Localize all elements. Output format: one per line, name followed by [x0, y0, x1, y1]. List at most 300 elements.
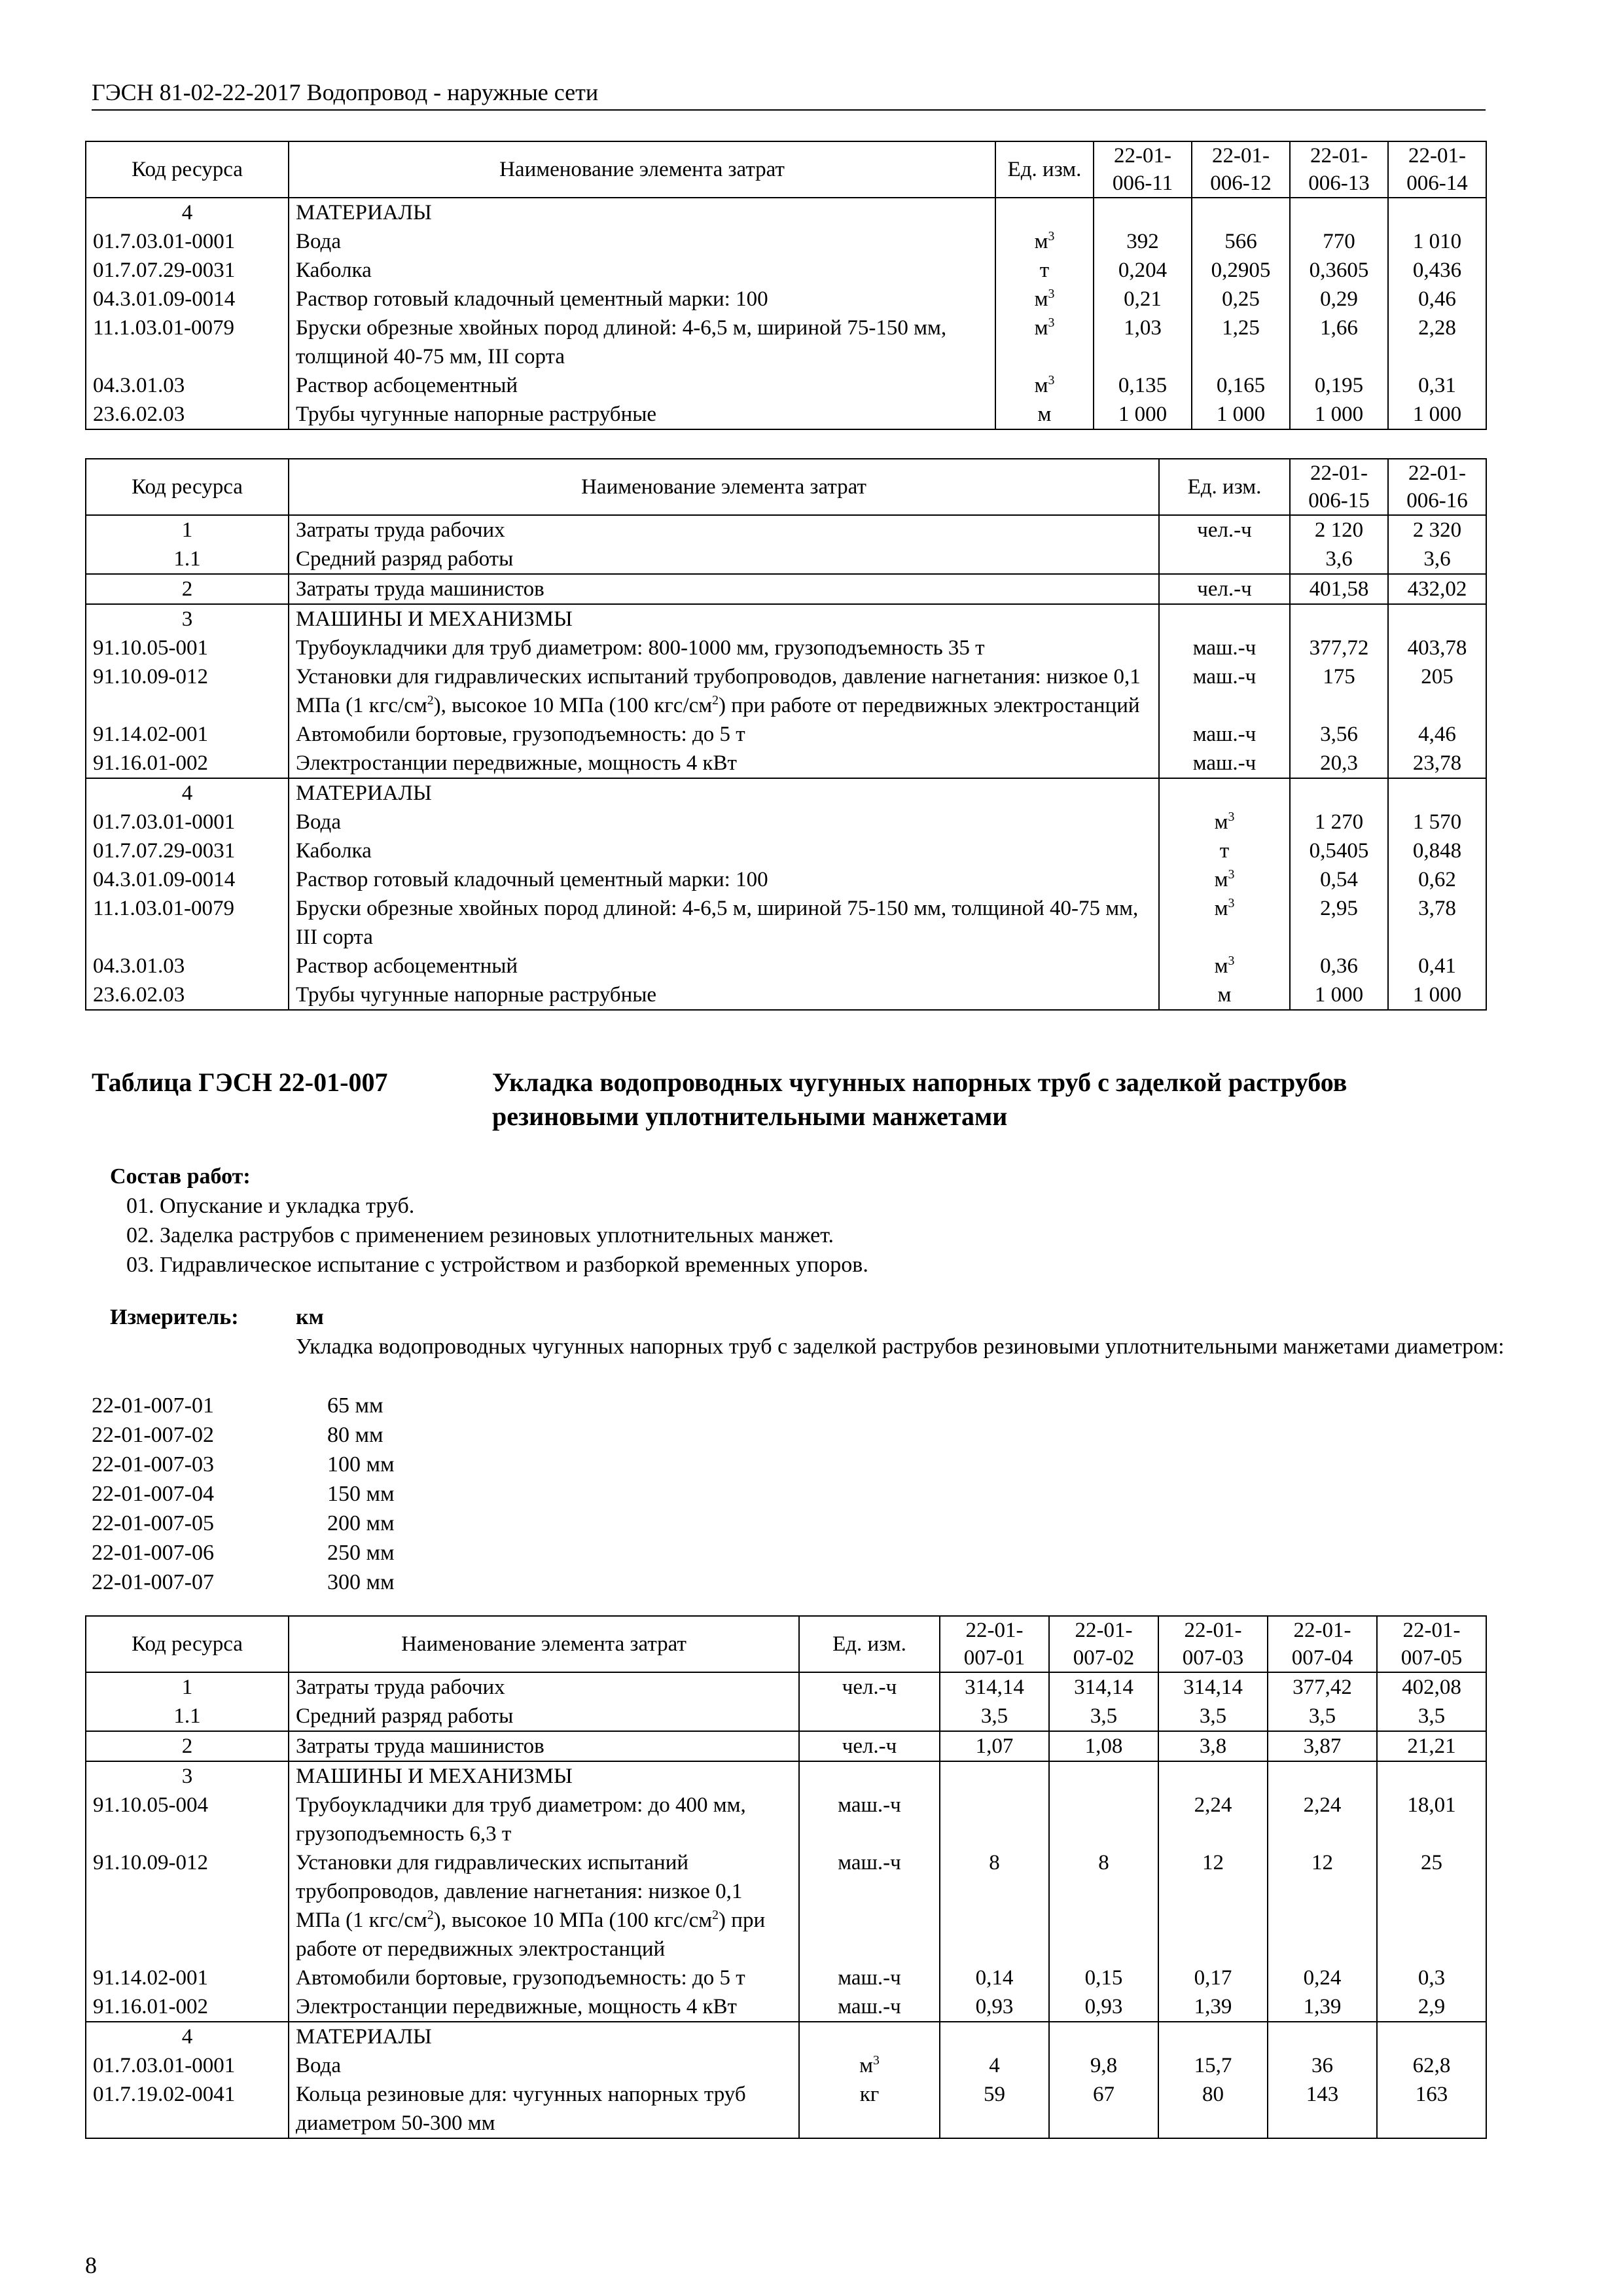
cost-element-name: Каболка [289, 256, 995, 285]
measure-label: Измеритель: [110, 1305, 239, 1329]
unit [799, 2022, 940, 2051]
unit: маш.-ч [799, 1848, 940, 1964]
cost-element-name: Трубы чугунные напорные раструбные [289, 980, 1159, 1010]
unit [799, 1761, 940, 1791]
table-row [86, 314, 1486, 371]
work-composition [110, 1162, 868, 1280]
cost-element-name: Автомобили бортовые, грузоподъемность: до 5 т [289, 1964, 799, 1992]
norm-value: 0,195 [1290, 371, 1388, 400]
header-unit: Ед. изм. [799, 1616, 940, 1672]
norm-code: 22-01-007-07 [92, 1570, 214, 1594]
norm-value [940, 1791, 1049, 1848]
cost-element-name: Раствор асбоцементный [289, 371, 995, 400]
norm-value: 0,54 [1290, 865, 1388, 894]
norm-value: 1,39 [1268, 1992, 1377, 2022]
table-row [86, 574, 1486, 604]
table-row [86, 1848, 1486, 1964]
resource-code: 91.10.05-001 [86, 634, 289, 662]
cost-element-name: Вода [289, 808, 1159, 836]
norm-item [92, 1568, 615, 1597]
norm-value [1377, 1761, 1486, 1791]
cost-element-name: Автомобили бортовые, грузоподъемность: до 5 т [289, 720, 1159, 749]
unit: $м^3$ [1159, 894, 1290, 952]
resource-code: 11.1.03.01-0079 [86, 314, 289, 371]
resource-code: 1 [86, 1672, 289, 1702]
resource-code: 91.14.02-001 [86, 720, 289, 749]
norm-value: 1,66 [1290, 314, 1388, 371]
resource-code: 23.6.02.03 [86, 980, 289, 1010]
table-row [86, 1992, 1486, 2022]
resource-code: 01.7.19.02-0041 [86, 2080, 289, 2138]
resource-code: 01.7.03.01-0001 [86, 227, 289, 256]
unit: маш.-ч [799, 1964, 940, 1992]
norm-value: 1,39 [1158, 1992, 1268, 2022]
norm-value: 314,14 [1049, 1672, 1158, 1702]
norm-value: 0,25 [1192, 285, 1290, 314]
norm-value: 770 [1290, 227, 1388, 256]
norm-item [92, 1479, 615, 1509]
table-row [86, 1731, 1486, 1761]
norm-value: 1 000 [1290, 980, 1388, 1010]
norm-value [1158, 1761, 1268, 1791]
section-row [86, 2022, 1486, 2051]
cost-element-name: Кольца резиновые для: чугунных напорных труб диаметром 50-300 мм [289, 2080, 799, 2138]
norm-value: 12 [1268, 1848, 1377, 1964]
norm-code: 22-01-007-05 [92, 1511, 214, 1535]
page-header [92, 75, 1486, 111]
norm-value [1094, 198, 1192, 227]
norm-value: 392 [1094, 227, 1192, 256]
header-norm-code: 22-01-006-16 [1388, 459, 1486, 515]
unit: $м^3$ [799, 2051, 940, 2080]
header-norm-code: 22-01-006-14 [1388, 141, 1486, 198]
unit: $м^3$ [995, 371, 1094, 400]
table-row [86, 808, 1486, 836]
norm-value: 566 [1192, 227, 1290, 256]
unit: маш.-ч [1159, 634, 1290, 662]
norm-diameter: 100 мм [327, 1452, 395, 1477]
norm-value: 59 [940, 2080, 1049, 2138]
unit: чел.-ч [799, 1731, 940, 1761]
norm-value: 1 000 [1192, 400, 1290, 429]
cost-element-name: Вода [289, 227, 995, 256]
resource-table-006-11-14 [85, 141, 1487, 430]
table-row [86, 400, 1486, 429]
measure-description: Укладка водопроводных чугунных напорных труб с заделкой раструбов резиновыми уплотнительными манжетами диаметром: [296, 1335, 1505, 1359]
cost-element-name: Установки для гидравлических испытаний трубопроводов, давление нагнетания: низкое 0,1 МПа (1 кгс/$см^2$), высокое 10 МПа (100 кгс/$см^2$) при работе от передвижных электростанций [289, 1848, 799, 1964]
cost-element-name: Электростанции передвижные, мощность 4 кВт [289, 749, 1159, 778]
measure-unit: км [296, 1305, 324, 1329]
section-row [86, 778, 1486, 808]
norm-value: 1,03 [1094, 314, 1192, 371]
norm-value: 0,17 [1158, 1964, 1268, 1992]
norm-item [92, 1509, 615, 1538]
resource-code: 01.7.03.01-0001 [86, 808, 289, 836]
norm-item [92, 1450, 615, 1479]
norm-value: 3,5 [940, 1702, 1049, 1731]
table-label: Таблица ГЭСН 22-01-007 [92, 1067, 388, 1097]
norm-value: 0,62 [1388, 865, 1486, 894]
norm-value: 3,6 [1290, 545, 1388, 574]
resource-code: 04.3.01.03 [86, 371, 289, 400]
norm-value: 2 120 [1290, 515, 1388, 545]
unit: $м^3$ [1159, 865, 1290, 894]
resource-code: 1.1 [86, 545, 289, 574]
cost-element-name: Трубы чугунные напорные раструбные [289, 400, 995, 429]
unit: чел.-ч [1159, 515, 1290, 545]
norm-diameter: 150 мм [327, 1482, 395, 1506]
norm-value: 3,56 [1290, 720, 1388, 749]
norm-value: 3,5 [1049, 1702, 1158, 1731]
unit: маш.-ч [1159, 662, 1290, 720]
norm-value: 2,24 [1158, 1791, 1268, 1848]
norm-value [1388, 198, 1486, 227]
norm-value: 0,436 [1388, 256, 1486, 285]
norm-value [1290, 198, 1388, 227]
norm-value: 0,46 [1388, 285, 1486, 314]
norm-value: 2,28 [1388, 314, 1486, 371]
norm-value: 0,135 [1094, 371, 1192, 400]
header-cost-element: Наименование элемента затрат [289, 141, 995, 198]
norm-value [1388, 778, 1486, 808]
cost-element-name: Трубоукладчики для труб диаметром: 800-1000 мм, грузоподъемность 35 т [289, 634, 1159, 662]
table-name: Укладка водопроводных чугунных напорных труб с заделкой раструбов резиновыми уплотнительными манжетами [492, 1067, 1347, 1131]
table-row [86, 1964, 1486, 1992]
header-norm-code: 22-01-006-11 [1094, 141, 1192, 198]
norm-item [92, 1538, 615, 1568]
norm-value: 8 [1049, 1848, 1158, 1964]
unit: маш.-ч [799, 1992, 940, 2022]
resource-code: 3 [86, 1761, 289, 1791]
cost-element-name: Установки для гидравлических испытаний трубопроводов, давление нагнетания: низкое 0,1 МПа (1 кгс/$см^2$), высокое 10 МПа (100 кгс/$см^2$) при работе от передвижных электростанций [289, 662, 1159, 720]
norm-value: 8 [940, 1848, 1049, 1964]
norm-code: 22-01-007-06 [92, 1541, 214, 1565]
cost-element-name: Бруски обрезные хвойных пород длиной: 4-6,5 м, шириной 75-150 мм, толщиной 40-75 мм, III сорта [289, 894, 1159, 952]
norm-value: 401,58 [1290, 574, 1388, 604]
table-row [86, 980, 1486, 1010]
resource-code: 2 [86, 1731, 289, 1761]
work-composition-heading: Состав работ: [110, 1164, 251, 1189]
resource-code: 91.16.01-002 [86, 749, 289, 778]
unit [1159, 778, 1290, 808]
norm-value: 0,93 [1049, 1992, 1158, 2022]
table-row [86, 836, 1486, 865]
norm-value [940, 1761, 1049, 1791]
norm-value: 1 000 [1388, 400, 1486, 429]
norm-value: 163 [1377, 2080, 1486, 2138]
header-norm-code: 22-01-006-13 [1290, 141, 1388, 198]
resource-code: 04.3.01.09-0014 [86, 285, 289, 314]
unit: маш.-ч [799, 1791, 940, 1848]
section-row [86, 1761, 1486, 1791]
norm-value: 4,46 [1388, 720, 1486, 749]
resource-code: 91.10.09-012 [86, 662, 289, 720]
header-resource-code: Код ресурса [86, 459, 289, 515]
norm-code: 22-01-007-02 [92, 1423, 214, 1447]
unit: т [1159, 836, 1290, 865]
norm-value: 1,25 [1192, 314, 1290, 371]
table-row [86, 1672, 1486, 1702]
header-unit: Ед. изм. [995, 141, 1094, 198]
norm-value: 15,7 [1158, 2051, 1268, 2080]
resource-code: 23.6.02.03 [86, 400, 289, 429]
work-item: 03. Гидравлическое испытание с устройством и разборкой временных упоров. [126, 1253, 868, 1277]
unit: $м^3$ [1159, 952, 1290, 980]
norm-value: 175 [1290, 662, 1388, 720]
resource-code: 91.10.05-004 [86, 1791, 289, 1848]
table-row [86, 2051, 1486, 2080]
norm-value [940, 2022, 1049, 2051]
norm-diameter: 200 мм [327, 1511, 395, 1535]
norm-value: 143 [1268, 2080, 1377, 2138]
norm-value [1268, 2022, 1377, 2051]
norm-value: 0,3605 [1290, 256, 1388, 285]
norm-value: 377,42 [1268, 1672, 1377, 1702]
section-title: МАТЕРИАЛЫ [289, 778, 1159, 808]
norm-list [92, 1391, 615, 1597]
header-cost-element: Наименование элемента затрат [289, 459, 1159, 515]
resource-code: 4 [86, 778, 289, 808]
unit: чел.-ч [1159, 574, 1290, 604]
norm-value [1192, 198, 1290, 227]
section-title: МАТЕРИАЛЫ [289, 2022, 799, 2051]
norm-value: 20,3 [1290, 749, 1388, 778]
norm-value [1377, 2022, 1486, 2051]
unit: кг [799, 2080, 940, 2138]
unit [1159, 604, 1290, 634]
cost-element-name: Затраты труда машинистов [289, 574, 1159, 604]
norm-value: 0,21 [1094, 285, 1192, 314]
norm-value: 0,14 [940, 1964, 1049, 1992]
norm-value: 3,6 [1388, 545, 1486, 574]
norm-value: 80 [1158, 2080, 1268, 2138]
norm-value [1158, 2022, 1268, 2051]
norm-value: 9,8 [1049, 2051, 1158, 2080]
header-resource-code: Код ресурса [86, 141, 289, 198]
table-row [86, 545, 1486, 574]
norm-value: 67 [1049, 2080, 1158, 2138]
norm-value [1290, 604, 1388, 634]
norm-value: 1 000 [1388, 980, 1486, 1010]
table-row [86, 749, 1486, 778]
section-row [86, 604, 1486, 634]
resource-code: 11.1.03.01-0079 [86, 894, 289, 952]
resource-code: 04.3.01.09-0014 [86, 865, 289, 894]
cost-element-name: Трубоукладчики для труб диаметром: до 400 мм, грузоподъемность 6,3 т [289, 1791, 799, 1848]
resource-code: 2 [86, 574, 289, 604]
header-norm-code: 22-01-006-12 [1192, 141, 1290, 198]
unit: $м^3$ [995, 285, 1094, 314]
header-unit: Ед. изм. [1159, 459, 1290, 515]
norm-value: 1,07 [940, 1731, 1049, 1761]
norm-diameter: 250 мм [327, 1541, 395, 1565]
header-norm-code: 22-01-007-04 [1268, 1616, 1377, 1672]
norm-value: 0,41 [1388, 952, 1486, 980]
norm-value [1388, 604, 1486, 634]
norm-value: 18,01 [1377, 1791, 1486, 1848]
header-norm-code: 22-01-007-03 [1158, 1616, 1268, 1672]
cost-element-name: Раствор асбоцементный [289, 952, 1159, 980]
norm-value: 21,21 [1377, 1731, 1486, 1761]
norm-item [92, 1391, 615, 1420]
norm-value [1049, 1791, 1158, 1848]
resource-code: 1 [86, 515, 289, 545]
norm-value: 0,848 [1388, 836, 1486, 865]
unit: маш.-ч [1159, 720, 1290, 749]
cost-element-name: Средний разряд работы [289, 1702, 799, 1731]
section-row [86, 198, 1486, 227]
unit [1159, 545, 1290, 574]
unit: маш.-ч [1159, 749, 1290, 778]
cost-element-name: Раствор готовый кладочный цементный марки: 100 [289, 285, 995, 314]
norm-value: 205 [1388, 662, 1486, 720]
header-norm-code: 22-01-007-02 [1049, 1616, 1158, 1672]
unit: $м^3$ [995, 314, 1094, 371]
work-item: 02. Заделка раструбов с применением резиновых уплотнительных манжет. [126, 1223, 834, 1247]
norm-value: 432,02 [1388, 574, 1486, 604]
norm-value: 0,204 [1094, 256, 1192, 285]
cost-element-name: Бруски обрезные хвойных пород длиной: 4-6,5 м, шириной 75-150 мм, толщиной 40-75 мм, III сорта [289, 314, 995, 371]
resource-code: 1.1 [86, 1702, 289, 1731]
norm-value: 1 000 [1094, 400, 1192, 429]
resource-code: 91.16.01-002 [86, 1992, 289, 2022]
norm-value: 1 570 [1388, 808, 1486, 836]
unit: чел.-ч [799, 1672, 940, 1702]
table-row [86, 720, 1486, 749]
resource-code: 4 [86, 198, 289, 227]
table-row [86, 1791, 1486, 1848]
cost-element-name: Электростанции передвижные, мощность 4 кВт [289, 1992, 799, 2022]
section-title: МАШИНЫ И МЕХАНИЗМЫ [289, 1761, 799, 1791]
norm-value: 3,87 [1268, 1731, 1377, 1761]
norm-value: 3,5 [1158, 1702, 1268, 1731]
norm-value: 2 320 [1388, 515, 1486, 545]
unit: $м^3$ [995, 227, 1094, 256]
table-row [86, 662, 1486, 720]
norm-value: 25 [1377, 1848, 1486, 1964]
norm-diameter: 65 мм [327, 1393, 383, 1418]
norm-value: 3,8 [1158, 1731, 1268, 1761]
resource-table-006-15-16 [85, 458, 1487, 1011]
norm-value: 314,14 [940, 1672, 1049, 1702]
resource-code: 01.7.07.29-0031 [86, 836, 289, 865]
norm-value: 3,5 [1268, 1702, 1377, 1731]
norm-value: 0,2905 [1192, 256, 1290, 285]
header-resource-code: Код ресурса [86, 1616, 289, 1672]
norm-item [92, 1420, 615, 1450]
cost-element-name: Каболка [289, 836, 1159, 865]
norm-value: 0,5405 [1290, 836, 1388, 865]
norm-value [1049, 2022, 1158, 2051]
norm-code: 22-01-007-04 [92, 1482, 214, 1506]
resource-code: 01.7.03.01-0001 [86, 2051, 289, 2080]
norm-value: 2,95 [1290, 894, 1388, 952]
table-row [86, 952, 1486, 980]
norm-value: 62,8 [1377, 2051, 1486, 2080]
norm-value: 403,78 [1388, 634, 1486, 662]
norm-value: 2,9 [1377, 1992, 1486, 2022]
cost-element-name: Раствор готовый кладочный цементный марки: 100 [289, 865, 1159, 894]
unit [799, 1702, 940, 1731]
resource-code: 91.10.09-012 [86, 1848, 289, 1964]
norm-value: 377,72 [1290, 634, 1388, 662]
resource-code: 04.3.01.03 [86, 952, 289, 980]
norm-value: 3,78 [1388, 894, 1486, 952]
unit: м [1159, 980, 1290, 1010]
norm-value: 0,36 [1290, 952, 1388, 980]
norm-value: 1 010 [1388, 227, 1486, 256]
table-row [86, 1702, 1486, 1731]
norm-diameter: 300 мм [327, 1570, 395, 1594]
resource-code: 01.7.07.29-0031 [86, 256, 289, 285]
norm-value: 0,3 [1377, 1964, 1486, 1992]
cost-element-name: Затраты труда рабочих [289, 1672, 799, 1702]
header-norm-code: 22-01-007-05 [1377, 1616, 1486, 1672]
table-row [86, 256, 1486, 285]
resource-code: 91.14.02-001 [86, 1964, 289, 1992]
table-row [86, 285, 1486, 314]
norm-value: 4 [940, 2051, 1049, 2080]
table-row [86, 515, 1486, 545]
header-norm-code: 22-01-007-01 [940, 1616, 1049, 1672]
norm-value: 36 [1268, 2051, 1377, 2080]
table-row [86, 371, 1486, 400]
norm-value: 12 [1158, 1848, 1268, 1964]
norm-value: 0,31 [1388, 371, 1486, 400]
norm-value: 0,93 [940, 1992, 1049, 2022]
table-row [86, 634, 1486, 662]
page-number: 8 [85, 2252, 97, 2278]
document-title: ГЭСН 81-02-22-2017 Водопровод - наружные сети [92, 79, 599, 105]
norm-value: 2,24 [1268, 1791, 1377, 1848]
norm-value: 23,78 [1388, 749, 1486, 778]
unit [995, 198, 1094, 227]
cost-element-name: Вода [289, 2051, 799, 2080]
table-row [86, 865, 1486, 894]
norm-code: 22-01-007-01 [92, 1393, 214, 1418]
norm-value: 0,24 [1268, 1964, 1377, 1992]
norm-value: 0,15 [1049, 1964, 1158, 1992]
table-row [86, 227, 1486, 256]
header-norm-code: 22-01-006-15 [1290, 459, 1388, 515]
cost-element-name: Затраты труда рабочих [289, 515, 1159, 545]
norm-value: 1 270 [1290, 808, 1388, 836]
norm-code: 22-01-007-03 [92, 1452, 214, 1477]
cost-element-name: Затраты труда машинистов [289, 1731, 799, 1761]
norm-value [1049, 1761, 1158, 1791]
work-item: 01. Опускание и укладка труб. [126, 1194, 415, 1218]
norm-value: 1,08 [1049, 1731, 1158, 1761]
cost-element-name: Средний разряд работы [289, 545, 1159, 574]
header-cost-element: Наименование элемента затрат [289, 1616, 799, 1672]
unit: т [995, 256, 1094, 285]
norm-value: 0,29 [1290, 285, 1388, 314]
norm-value: 3,5 [1377, 1702, 1486, 1731]
norm-value [1268, 1761, 1377, 1791]
section-title: МАТЕРИАЛЫ [289, 198, 995, 227]
unit: $м^3$ [1159, 808, 1290, 836]
table-row [86, 894, 1486, 952]
norm-value: 0,165 [1192, 371, 1290, 400]
resource-code: 3 [86, 604, 289, 634]
section-title: МАШИНЫ И МЕХАНИЗМЫ [289, 604, 1159, 634]
norm-value: 1 000 [1290, 400, 1388, 429]
norm-diameter: 80 мм [327, 1423, 383, 1447]
norm-value [1290, 778, 1388, 808]
norm-value: 314,14 [1158, 1672, 1268, 1702]
unit: м [995, 400, 1094, 429]
resource-table-007-01-05 [85, 1615, 1487, 2139]
